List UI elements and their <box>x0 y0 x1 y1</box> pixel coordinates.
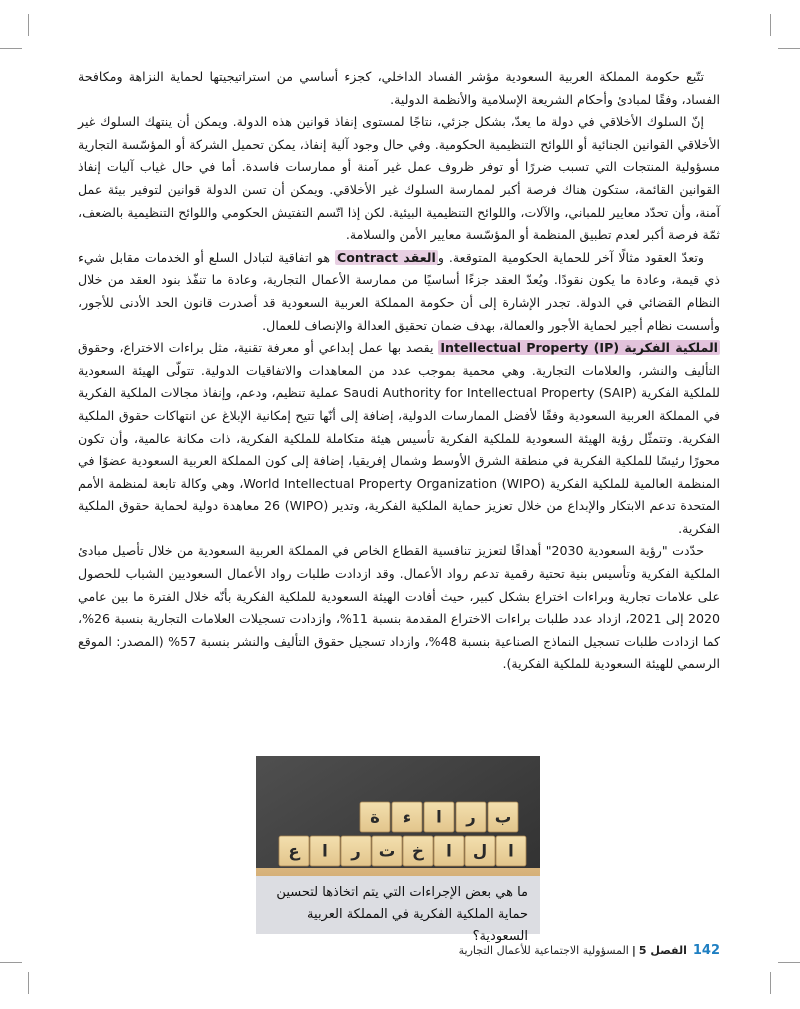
paragraph-text: هو اتفاقية لتبادل السلع أو الخدمات مقابل شيء ذي قيمة، وعادة ما يكون نقودًا. ويُعدّ العقد جزءًا أساسيًا من ممارسة الأعمال التجارية، وعادة ما تنفّذ بنود العقد من خلال النظام القضائي في الدولة. تجدر الإشارة إلى أن حكومة المملكة العربية السعودية قد أصدرت قانون الحد الأدنى للأجور، وأسست نظام أجير لحماية الأجور والعمالة، بهدف ضمان تحقيق العدالة والإنصاف للعمال. <box>78 249 720 333</box>
page-number: 142 <box>692 943 720 958</box>
term-intellectual-property: الملكية الفكرية Intellectual Property (IP) <box>440 340 718 356</box>
letter-block-glyph: ر <box>466 807 476 827</box>
footer-separator: | <box>631 944 636 957</box>
letter-block-glyph: ا <box>446 841 452 861</box>
letter-block-glyph: خ <box>412 841 424 861</box>
term-contract: العقد Contract <box>336 249 436 265</box>
crop-mark <box>778 962 800 963</box>
crop-mark <box>770 14 771 36</box>
paragraph <box>78 247 720 337</box>
page-footer <box>459 943 720 958</box>
letter-block-glyph: ء <box>402 807 412 827</box>
body-text <box>78 66 720 676</box>
letter-block-glyph: ة <box>370 807 380 827</box>
crop-mark <box>28 972 29 994</box>
letter-block-glyph: ت <box>378 841 396 861</box>
letter-block-glyph: ا <box>508 841 514 861</box>
crop-mark <box>0 962 22 963</box>
crop-mark <box>778 48 800 49</box>
block-row-top <box>360 802 518 832</box>
crop-mark <box>770 972 771 994</box>
letter-block-glyph: ب <box>494 807 512 827</box>
chapter-label: الفصل 5 <box>638 944 687 957</box>
crop-mark <box>0 48 22 49</box>
letter-block-glyph: ع <box>288 841 300 861</box>
paragraph-text: وتعدّ العقود مثالًا آخر للحماية الحكومية المتوقعة. و <box>437 249 704 265</box>
letter-block-glyph: ا <box>322 841 328 861</box>
figure-caption: ما هي بعض الإجراءات التي يتم اتخاذها لتحسين حماية الملكية الفكرية في المملكة العربية السعودية؟ <box>256 876 540 934</box>
paragraph: حدّدت "رؤية السعودية 2030" أهدافًا لتعزيز تنافسية القطاع الخاص في المملكة العربية السعودية من خلال تأصيل مبادئ الملكية الفكرية وتأسيس بنية تحتية رقمية تدعم رواد الأعمال. وقد ازدادت طلبات رواد الأعمال السعوديين الشباب للحصول على علامات تجارية وبراءات اختراع بشكل كبير، حيث أفادت الهيئة السعودية للملكية الفكرية بأنّه خلال الفترة ما بين عامي 2020 إلى 2021، ازداد عدد طلبات براءات الاختراع المقدمة بنسبة 11%، وازدادت تسجيلات العلامات التجارية بنسبة 26%، كما ازدادت طلبات تسجيل النماذج الصناعية بنسبة 48%، وازداد تسجيل حقوق التأليف والنشر بنسبة 57% (المصدر: الموقع الرسمي للهيئة السعودية للملكية الفكرية). <box>78 543 720 672</box>
figure <box>256 756 540 944</box>
crop-mark <box>28 14 29 36</box>
letter-block-glyph: ر <box>351 841 361 861</box>
letter-block-glyph: ل <box>472 841 488 861</box>
letter-block-glyph: ا <box>436 807 442 827</box>
paragraph: تتّبع حكومة المملكة العربية السعودية مؤشر الفساد الداخلي، كجزء أساسي من استراتيجيتها لحماية النزاهة ومكافحة الفساد، وفقًا لمبادئ وأحكام الشريعة الإسلامية والأنظمة الدولية. <box>78 69 720 107</box>
paragraph <box>78 337 720 540</box>
book-title: المسؤولية الاجتماعية للأعمال التجارية <box>458 944 629 957</box>
paragraph: إنّ السلوك الأخلاقي في دولة ما يعدّ، بشكل جزئي، نتاجًا لمستوى إنفاذ قوانين هذه الدولة. ويمكن أن ينتهك السلوك غير الأخلاقي القوانين الجنائية أو اللوائح التنظيمية الحكومية. وفي حال وجود آلية إنفاذ، يمكن تحميل الشركة أو المؤسّسة التجارية مسؤولية المنتجات التي تسبب ضررًا أو توفر ظروف عمل غير آمنة أو ممارسات فاسدة. أما في حال غياب آليات إنفاذ القوانين القائمة، ستكون هناك فرصة أكبر لممارسة السلوك غير الأخلاقي. ويمكن أن تسن الدولة قوانين لتوفير بيئة عمل آمنة، وأن تحدّد معايير للمباني، والآلات، واللوائح التنظيمية البيئية. لكن إذا اتّسم التفتيش الحكومي واللوائح التنظيمية بالضعف، ثمّة فرصة أكبر لعدم تطبيق المنظمة أو المؤسّسة معايير الأمن والسلامة. <box>78 114 720 243</box>
paragraph-text: يقصد بها عمل إبداعي أو معرفة تقنية، مثل براءات الاختراع، وحقوق التأليف والنشر، والعلامات التجارية. وهي محمية بموجب عدد من المعاهدات والاتفاقيات الدولية. تتولّى الهيئة السعودية للملكية الفكرية (SAIP) Saudi Authority for Intellectual Property عملية تنظيم، ودعم، وإنفاذ مجالات الملكية الفكرية في المملكة العربية السعودية وفقًا لأفضل الممارسات الدولية، إضافة إلى أنّها تتيح إمكانية الإبلاغ عن انتهاكات حقوق الملكية الفكرية. وتتمثّل رؤية الهيئة السعودية للملكية الفكرية تأسيس هيئة متكاملة للملكية الفكرية، ذات مكانة عالمية، وأن تكون محورًا رئيسًا للملكية الفكرية في منطقة الشرق الأوسط وشمال إفريقيا، إضافة إلى كون المملكة العربية السعودية عضوًا في المنظمة العالمية للملكية الفكرية (WIPO) World Intellectual Property Organization، وهي وكالة تابعة لمنظمة الأمم المتحدة تدعم الابتكار والإبداع من خلال تعزيز حماية الملكية الفكرية، وتدير (WIPO) 26 معاهدة دولية لحماية حقوق الملكية الفكرية. <box>78 340 720 536</box>
